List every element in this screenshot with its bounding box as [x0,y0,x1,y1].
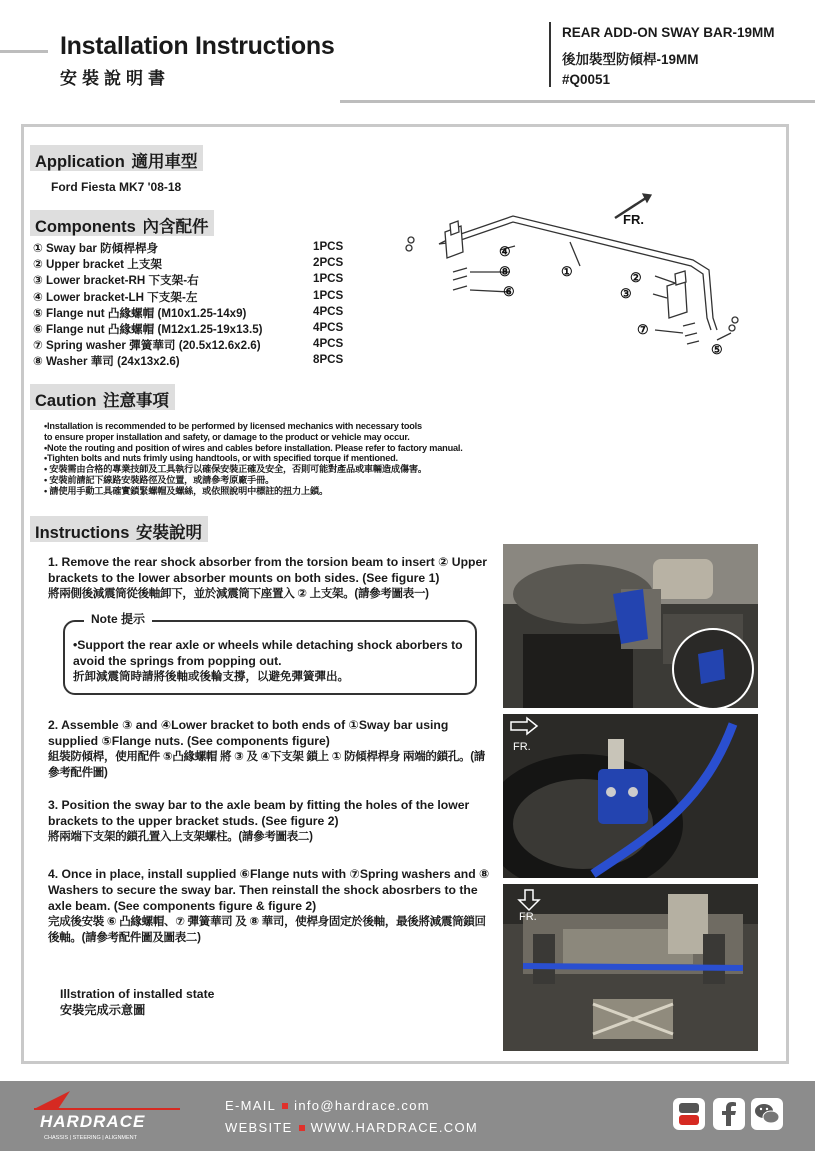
part-number: #Q0051 [562,72,611,87]
step-4 [48,866,493,946]
diagram-callout: ⑥ [503,284,515,299]
step-2-text: 2. Assemble ③ and ④Lower bracket to both ends of ①Sway bar using supplied ⑤Flange nuts. (See components figure) [48,718,449,748]
diagram-callout: ① [561,264,573,279]
instructions-heading: Instructions 安裝說明 [30,516,208,542]
email-link[interactable]: info@hardrace.com [294,1098,430,1113]
component-qty: 1PCS [313,288,344,302]
component-name: ⑧ Washer 華司 (24x13x2.6) [33,355,180,369]
step-4-text: 4. Once in place, install supplied ⑥Flange nuts with ⑦Spring washers and ⑧ Washers to secure the sway bar. Then reinstall the shock abosrbers to the axle beam. (See components figure & figure 2) [48,867,490,913]
figure-2-photo [503,714,758,878]
component-row [33,289,353,305]
footer-email: E-MAIL info@hardrace.com [225,1098,430,1113]
diagram-callout: ⑦ [637,322,649,337]
caution-line: • 請使用手動工具確實鎖緊螺帽及螺絲，或依照說明中標註的扭力上鎖。 [44,485,328,496]
component-qty: 2PCS [313,256,344,270]
application-heading: Application 適用車型 [30,145,203,171]
component-qty: 1PCS [313,240,344,253]
application-vehicle: Ford Fiesta MK7 '08-18 [51,180,182,194]
wechat-icon[interactable] [751,1098,783,1130]
step-3-text: 3. Position the sway bar to the axle beam by fitting the holes of the lower brackets to the upper bracket studs. (See figure 2) [48,798,470,828]
diagram-callout: ⑤ [711,342,723,357]
component-name: ④ Lower bracket-LH 下支架-左 [33,290,198,304]
step-1 [48,554,493,602]
illustration-caption [60,986,214,1018]
diagram-callout: ③ [620,286,632,301]
diagram-callout: ② [630,270,642,285]
hardrace-logo [30,1089,190,1144]
caution-text [44,421,514,497]
website-link[interactable]: WWW.HARDRACE.COM [310,1120,479,1135]
components-heading: Components 內含配件 [30,210,214,236]
step-2-text-cn: 組裝防傾桿，使用配件 ⑤凸緣螺帽 將 ③ 及 ④下支架 鎖上 ① 防傾桿桿身 兩端的鎖孔。(請參考配件圖) [48,751,485,779]
component-qty: 4PCS [313,304,344,318]
component-row [33,305,353,321]
header-rule-left [0,50,48,53]
illustration-caption-cn: 安裝完成示意圖 [60,1003,146,1017]
diagram-front-label: FR. [623,212,644,227]
product-name: REAR ADD-ON SWAY BAR-19MM [562,25,775,40]
step-1-text: 1. Remove the rear shock absorber from the torsion beam to insert ② Upper brackets to the lower absorber mounts on both sides. (See figure 1) [48,555,488,585]
installed-state-photo [503,884,758,1051]
component-qty: 8PCS [313,353,344,367]
step-4-text-cn: 完成後安裝 ⑥ 凸緣螺帽、⑦ 彈簧華司 及 ⑧ 華司，使桿身固定於後軸，最後將減震筒鎖回後軸。(請參考配件圖及圖表二) [48,916,486,944]
diagram-callout: ⑧ [499,264,511,279]
illustration-caption-en: Illstration of installed state [60,987,215,1001]
component-name: ⑤ Flange nut 凸緣螺帽 (M10x1.25-14x9) [33,306,247,320]
component-name: ⑥ Flange nut 凸緣螺帽 (M12x1.25-19x13.5) [33,322,263,336]
component-name: ① Sway bar 防傾桿桿身 [33,242,159,255]
header-rule-right [340,100,815,103]
diagram-callout: ④ [499,244,511,259]
facebook-icon[interactable] [713,1098,745,1130]
caution-line: •Tighten bolts and nuts frimly using handtools, or with specified torque if mentioned. [44,453,398,464]
step-2 [48,717,493,781]
product-name-cn: 後加裝型防傾桿-19MM [562,52,699,67]
component-row [33,353,353,369]
component-name: ② Upper bracket 上支架 [33,258,163,272]
note-text-en: •Support the rear axle or wheels while detaching shock aborbers to avoid the springs from popping out. [73,638,463,668]
footer [0,1081,815,1151]
component-qty: 4PCS [313,337,344,351]
component-row [33,272,353,288]
step-3 [48,797,493,845]
component-row [33,321,353,337]
caution-line: •Note the routing and position of wires and cables before installation. Please refer to factory manual. [44,442,463,453]
components-diagram [395,188,760,368]
step-1-text-cn: 將兩側後減震筒從後軸卸下，並於減震筒下座置入 ② 上支架。(請參考圖表一) [48,588,429,600]
caution-line: • 安裝前請記下線路安裝路徑及位置，或請參考原廠手冊。 [44,474,275,485]
component-name: ⑦ Spring washer 彈簧華司 (20.5x12.6x2.6) [33,339,261,353]
caution-heading: Caution 注意事項 [30,384,175,410]
installed-front-label: FR. [519,911,537,923]
header-divider [549,22,551,87]
caution-line: • 安裝需由合格的專業技師及工具執行以確保安裝正確及安全，否則可能對產品或車輛造成傷害。 [44,464,427,475]
caution-line: •Installation is recommended to be performed by licensed mechanics with necessary tools [44,421,422,431]
youtube-icon[interactable] [673,1098,705,1130]
footer-website: WEBSITE WWW.HARDRACE.COM [225,1120,479,1135]
component-qty: 1PCS [313,272,344,286]
svg-text:HARDRACE: HARDRACE [40,1112,146,1131]
caution-line: to ensure proper installation and safety, or damage to the product or vehicle may occur. [44,431,410,442]
figure-1-photo [503,544,758,708]
components-list [33,240,353,370]
component-name: ③ Lower bracket-RH 下支架-右 [33,274,199,288]
component-row [33,256,353,272]
svg-text:CHASSIS | STEERING | ALIGNMENT: CHASSIS | STEERING | ALIGNMENT [44,1135,138,1141]
note-text [73,637,473,685]
step-3-text-cn: 將兩端下支架的鎖孔置入上支架螺柱。(請參考圖表二) [48,831,313,843]
figure-2-front-label: FR. [513,741,531,753]
note-text-cn: 折卸減震筒時請將後軸或後輪支撐，以避免彈簧彈出。 [73,671,349,683]
document-title: Installation Instructions [60,32,335,60]
note-label: Note 提示 [84,610,152,627]
document-title-cn: 安裝說明書 [60,69,170,88]
component-row [33,240,353,256]
component-qty: 4PCS [313,320,344,334]
component-row [33,337,353,353]
